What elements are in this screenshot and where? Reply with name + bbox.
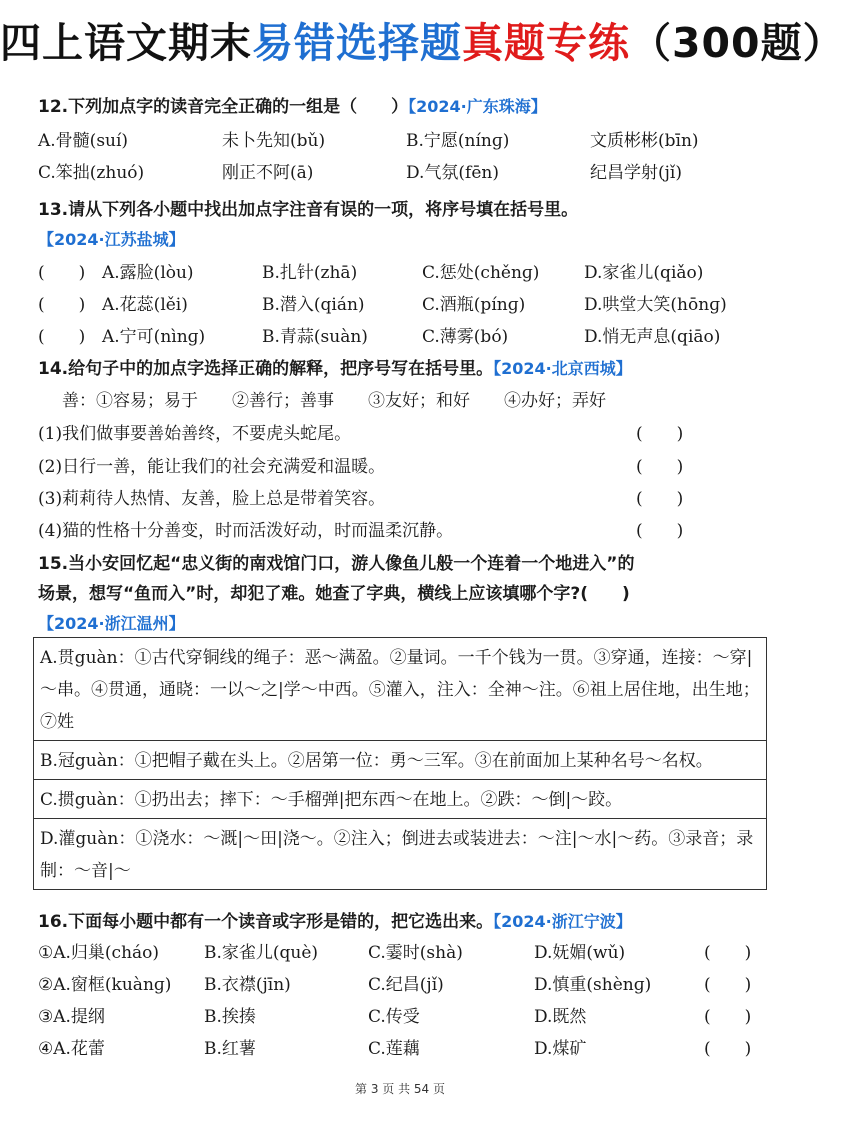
- answer-blank[interactable]: ( ): [636, 521, 684, 541]
- answer-blank[interactable]: ( ): [704, 1039, 752, 1059]
- option: D.妩媚(wǔ): [534, 943, 626, 963]
- question-14-item-2: [38, 452, 684, 477]
- question-14-meanings: 善：①容易；易于 ②善行；善事 ③友好；和好 ④办好；弄好: [62, 391, 606, 411]
- question-12-text: 12.下列加点字的读音完全正确的一组是（ ）: [38, 97, 409, 117]
- answer-blank[interactable]: ( ): [704, 975, 752, 995]
- option: ③A.提纲: [38, 1007, 105, 1027]
- option: B.青蒜(suàn): [262, 327, 368, 347]
- dictionary-box: [33, 637, 767, 890]
- question-13-stem: 13.请从下列各小题中找出加点字注音有误的一项，将序号填在括号里。: [38, 200, 579, 220]
- option: A.骨髓(suí): [38, 131, 129, 151]
- question-14-stem: [38, 354, 632, 379]
- option: 未卜先知(bǔ): [222, 131, 326, 151]
- option: 纪昌学射(jǐ): [590, 163, 682, 183]
- question-14-item-1: [38, 419, 684, 444]
- option: B.衣襟(jīn): [204, 975, 291, 995]
- question-14-text: 14.给句子中的加点字选择正确的解释，把序号写在括号里。: [38, 359, 494, 379]
- option: D.家雀儿(qiǎo): [584, 263, 704, 283]
- option: C.惩处(chěnɡ): [422, 263, 540, 283]
- question-16-text: 16.下面每小题中都有一个读音或字形是错的，把它选出来。: [38, 912, 494, 932]
- page-footer: 第 3 页 共 54 页: [355, 1082, 445, 1096]
- dictionary-entry-a: A.贯guàn：①古代穿铜线的绳子：恶～满盈。②量词。一千个钱为一贯。③穿通，连接：～穿|～串。④贯通，通晓：一以～之|学～中西。⑤灌入，注入：全神～注。⑥祖上居住地，出生地；⑦姓: [34, 638, 766, 741]
- option: C.莲藕: [368, 1039, 420, 1059]
- sentence: (2)日行一善，能让我们的社会充满爱和温暖。: [38, 457, 386, 477]
- sentence: (1)我们做事要善始善终，不要虎头蛇尾。: [38, 424, 352, 444]
- question-12-stem: [38, 92, 547, 117]
- option: ②A.窗框(kuànɡ): [38, 975, 172, 995]
- option: B.挨揍: [204, 1007, 256, 1027]
- title-part-3: 真题专练: [462, 19, 630, 67]
- option: C.纪昌(jǐ): [368, 975, 444, 995]
- question-15-stem-line-2: 场景，想写“鱼而入”时，却犯了难。她查了字典，横线上应该填哪个字?( ): [38, 584, 630, 604]
- option: A.露脸(lòu): [102, 263, 194, 283]
- question-14-item-3: [38, 484, 684, 509]
- option: D.哄堂大笑(hōnɡ): [584, 295, 727, 315]
- question-16-source-tag: 【2024·浙江宁波】: [493, 912, 632, 931]
- option: C.霎时(shà): [368, 943, 463, 963]
- title-part-1: 四上语文期末: [0, 19, 252, 67]
- option: ①A.归巢(cháo): [38, 943, 160, 963]
- question-15-source-tag: 【2024·浙江温州】: [38, 614, 185, 633]
- answer-blank[interactable]: ( ): [636, 424, 684, 444]
- title-part-2: 易错选择题: [252, 19, 462, 67]
- answer-blank[interactable]: ( ): [38, 295, 86, 315]
- option: D.悄无声息(qiāo): [584, 327, 721, 347]
- option: 刚正不阿(ā): [222, 163, 314, 183]
- page-title: [0, 10, 845, 69]
- option: 文质彬彬(bīn): [590, 131, 699, 151]
- option: D.既然: [534, 1007, 587, 1027]
- option: A.花蕊(lěi): [102, 295, 188, 315]
- question-14-item-4: [38, 516, 684, 541]
- option: A.宁可(nìnɡ): [102, 327, 206, 347]
- question-12-source-tag: 【2024·广东珠海】: [408, 97, 547, 116]
- option: D.煤矿: [534, 1039, 587, 1059]
- option: B.潜入(qián): [262, 295, 365, 315]
- answer-blank[interactable]: ( ): [38, 263, 86, 283]
- option: C.薄雾(bó): [422, 327, 509, 347]
- option: C.传受: [368, 1007, 420, 1027]
- option: ④A.花蕾: [38, 1039, 105, 1059]
- option: B.宁愿(nínɡ): [406, 131, 510, 151]
- dictionary-entry-c: C.掼guàn：①扔出去；摔下：～手榴弹|把东西～在地上。②跌：～倒|～跤。: [34, 780, 766, 819]
- option: B.家雀儿(què): [204, 943, 319, 963]
- title-part-4: （300题）: [630, 19, 845, 67]
- sentence: (4)猫的性格十分善变，时而活泼好动，时而温柔沉静。: [38, 521, 454, 541]
- option: C.酒瓶(pínɡ): [422, 295, 526, 315]
- dictionary-entry-d: D.灌guàn：①浇水：～溉|～田|浇～。②注入；倒进去或装进去：～注|～水|～药。③录音；录制：～音|～: [40, 829, 754, 881]
- option: C.笨拙(zhuó): [38, 163, 145, 183]
- option: D.气氛(fēn): [406, 163, 499, 183]
- question-15-stem-line-1: 15.当小安回忆起“忠义街的南戏馆门口，游人像鱼儿般一个连着一个地进入”的: [38, 554, 635, 574]
- answer-blank[interactable]: ( ): [38, 327, 86, 347]
- sentence: (3)莉莉待人热情、友善，脸上总是带着笑容。: [38, 489, 386, 509]
- dictionary-entry-b: B.冠guàn：①把帽子戴在头上。②居第一位：勇～三军。③在前面加上某种名号～名权。: [34, 741, 766, 780]
- question-13-source-tag: 【2024·江苏盐城】: [38, 230, 185, 249]
- option: B.扎针(zhā): [262, 263, 358, 283]
- question-14-source-tag: 【2024·北京西城】: [493, 359, 632, 378]
- question-16-stem: [38, 907, 632, 932]
- option: B.红薯: [204, 1039, 256, 1059]
- option: D.慎重(shènɡ): [534, 975, 652, 995]
- answer-blank[interactable]: ( ): [636, 489, 684, 509]
- answer-blank[interactable]: ( ): [636, 457, 684, 477]
- answer-blank[interactable]: ( ): [704, 1007, 752, 1027]
- answer-blank[interactable]: ( ): [704, 943, 752, 963]
